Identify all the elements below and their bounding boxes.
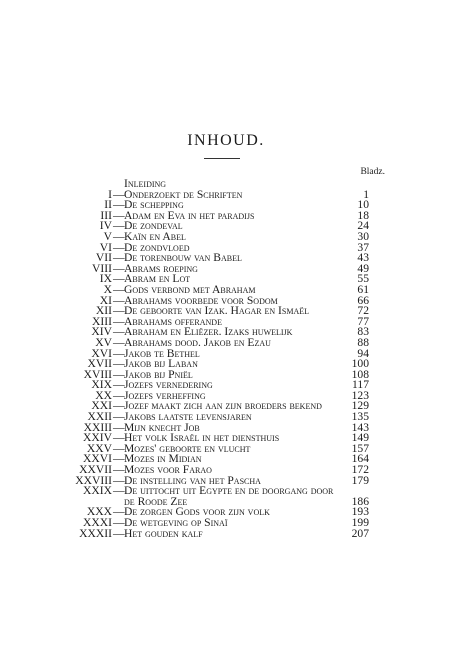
chapter-number: IV [99, 219, 112, 233]
page-number: 207 [351, 526, 369, 540]
toc-entry [0, 306, 452, 317]
chapter-number: XXXI [83, 516, 112, 529]
chapter-number: VI [99, 240, 112, 254]
page-number: 88 [357, 335, 369, 349]
toc-entry [0, 335, 452, 349]
page-number: 157 [351, 441, 369, 455]
em-dash: — [113, 410, 125, 424]
em-dash: — [113, 505, 125, 519]
title-divider [204, 158, 240, 159]
chapter-title: De wetgeving op Sinaï [124, 516, 228, 529]
page-number: 10 [357, 198, 369, 212]
chapter-title: Abrahams voorbede voor Sodom [124, 293, 278, 307]
chapter-number: II [104, 198, 112, 212]
chapter-number: III [100, 208, 112, 222]
chapter-title: Jozef maakt zich aan zijn broeders bekend [124, 399, 322, 413]
chapter-title: De zorgen Gods voor zijn volk [124, 505, 270, 519]
chapter-number: XXVII [79, 463, 112, 477]
chapter-number: XXI [91, 399, 112, 413]
em-dash: — [113, 325, 125, 339]
chapter-number: XXII [87, 410, 112, 424]
page-number: 66 [357, 293, 369, 307]
page-number: 37 [357, 240, 369, 254]
em-dash: — [113, 473, 125, 487]
chapter-number: V [103, 229, 112, 243]
toc-entry [0, 221, 452, 232]
page-number: 77 [357, 314, 369, 328]
chapter-title: Gods verbond met Abraham [124, 282, 256, 296]
em-dash: — [113, 526, 125, 540]
page-title: INHOUD. [187, 132, 265, 149]
page-number: 72 [357, 304, 369, 318]
chapter-number: X [103, 282, 112, 296]
page-number: 61 [357, 282, 369, 296]
chapter-title: Abrams roeping [124, 261, 198, 275]
em-dash: — [113, 240, 125, 254]
page-number: 199 [351, 516, 369, 529]
chapter-title: Jakob bij Laban [124, 357, 198, 371]
em-dash: — [113, 463, 125, 477]
page-number: 1 [363, 187, 369, 201]
chapter-number: VII [95, 251, 112, 265]
em-dash: — [113, 282, 125, 296]
em-dash: — [113, 346, 125, 360]
em-dash: — [113, 261, 125, 275]
chapter-number: XXX [86, 505, 112, 519]
em-dash: — [113, 452, 125, 466]
chapter-number: XVI [91, 346, 112, 360]
chapter-title: Jakob te Bethel [124, 346, 200, 360]
chapter-title: Adam en Eva in het paradijs [124, 208, 255, 222]
em-dash: — [113, 198, 125, 212]
chapter-title: De zondvloed [124, 240, 190, 254]
toc-entry [0, 380, 452, 391]
page-number: 164 [351, 452, 369, 466]
toc-entry [0, 441, 452, 455]
toc-entry [0, 367, 452, 381]
chapter-title: Mozes voor Farao [124, 463, 212, 477]
em-dash: — [113, 187, 125, 201]
em-dash: — [113, 293, 125, 307]
chapter-number: XI [99, 293, 112, 307]
page-number: 193 [351, 505, 369, 519]
em-dash: — [113, 314, 125, 328]
chapter-number: XIV [91, 325, 112, 339]
chapter-number: XX [95, 388, 112, 402]
em-dash: — [113, 272, 125, 286]
chapter-number: XII [95, 304, 112, 318]
chapter-title: Abraham en Eliëzer. Izaks huwelijk [124, 325, 293, 339]
toc-entry [0, 253, 452, 264]
chapter-title: Abrahams dood. Jakob en Ezau [124, 335, 271, 349]
page-number: 100 [351, 357, 369, 371]
chapter-title: Jozefs vernedering [124, 378, 213, 392]
page-number: 83 [357, 325, 369, 339]
em-dash: — [113, 367, 125, 381]
table-of-contents [0, 179, 452, 539]
toc-entry [0, 412, 452, 423]
chapter-number: I [108, 187, 112, 201]
toc-entry [0, 454, 452, 465]
chapter-title: De instelling van het Pascha [124, 473, 261, 487]
chapter-title-continued: de Roode Zee [124, 494, 188, 508]
chapter-title: Onderzoekt de Schriften [124, 187, 243, 201]
chapter-title: Jozefs verheffing [124, 388, 206, 402]
page-column-header: Bladz. [360, 167, 385, 177]
chapter-title: Mijn knecht Job [124, 420, 200, 434]
chapter-title: Mozes in Midian [124, 452, 202, 466]
em-dash: — [113, 388, 125, 402]
chapter-title: Inleiding [124, 177, 167, 190]
chapter-title: Mozes' geboorte en vlucht [124, 441, 251, 455]
toc-entry [0, 187, 452, 201]
em-dash: — [113, 399, 125, 413]
toc-entry [0, 518, 452, 529]
page-number: 18 [357, 208, 369, 222]
chapter-number: VIII [92, 261, 112, 275]
em-dash: — [113, 229, 125, 243]
chapter-number: XV [95, 335, 112, 349]
em-dash: — [113, 335, 125, 349]
em-dash: — [113, 441, 125, 455]
toc-entry [0, 346, 452, 360]
page-number: 94 [357, 346, 369, 360]
toc-entry [0, 359, 452, 370]
page-number: 30 [357, 229, 369, 243]
chapter-title: Het volk Israël in het diensthuis [124, 431, 280, 445]
chapter-title: Abrahams offerande [124, 314, 222, 328]
em-dash: — [113, 420, 125, 434]
em-dash: — [113, 304, 125, 318]
page-number: 135 [351, 410, 369, 424]
chapter-number: XIX [91, 378, 112, 392]
chapter-title: Kaïn en Abel [124, 229, 186, 243]
chapter-title: Het gouden kalf [124, 526, 203, 540]
chapter-title: De geboorte van Izak. Hagar en Ismaël [124, 304, 310, 318]
chapter-number: XXIV [83, 431, 112, 445]
toc-entry [0, 261, 452, 275]
chapter-number: XXVIII [75, 473, 112, 487]
toc-entry [0, 229, 452, 243]
chapter-number: XXIX [83, 484, 112, 498]
chapter-title: De torenbouw van Babel [124, 251, 242, 265]
page-number: 24 [357, 219, 369, 233]
page-number: 108 [351, 367, 369, 381]
chapter-number: IX [99, 272, 112, 286]
chapter-number: XXIII [83, 420, 112, 434]
toc-entry [0, 208, 452, 222]
em-dash: — [113, 516, 125, 529]
page-number: 117 [352, 378, 369, 392]
page-number: 43 [357, 251, 369, 265]
toc-entry [0, 526, 452, 540]
chapter-title: Jakob bij Pniël [124, 367, 193, 381]
em-dash: — [113, 208, 125, 222]
em-dash: — [113, 431, 125, 445]
toc-entry [0, 486, 452, 507]
page-number: 143 [351, 420, 369, 434]
chapter-title: De uittocht uit Egypte en de doorgang door [124, 484, 334, 498]
page-number: 186 [351, 494, 369, 508]
chapter-title: Abram en Lot [124, 272, 191, 286]
chapter-title: De zondeval [124, 219, 183, 233]
page-number: 55 [357, 272, 369, 286]
page-number: 172 [351, 463, 369, 477]
em-dash: — [113, 378, 125, 392]
chapter-number: XVIII [83, 367, 112, 381]
page-number: 179 [351, 473, 369, 487]
page-number: 129 [351, 399, 369, 413]
em-dash: — [113, 484, 125, 498]
page-number: 149 [351, 431, 369, 445]
em-dash: — [113, 357, 125, 371]
page-number: 123 [351, 388, 369, 402]
chapter-title: Jakobs laatste levensjaren [124, 410, 252, 424]
em-dash: — [113, 219, 125, 233]
chapter-number: XXVI [83, 452, 112, 466]
chapter-number: XVII [87, 357, 112, 371]
chapter-title: De schepping [124, 198, 184, 212]
chapter-number: XIII [92, 314, 112, 328]
chapter-number: XXXII [79, 526, 112, 540]
chapter-number: XXV [86, 441, 112, 455]
em-dash: — [113, 251, 125, 265]
page-number: 49 [357, 261, 369, 275]
